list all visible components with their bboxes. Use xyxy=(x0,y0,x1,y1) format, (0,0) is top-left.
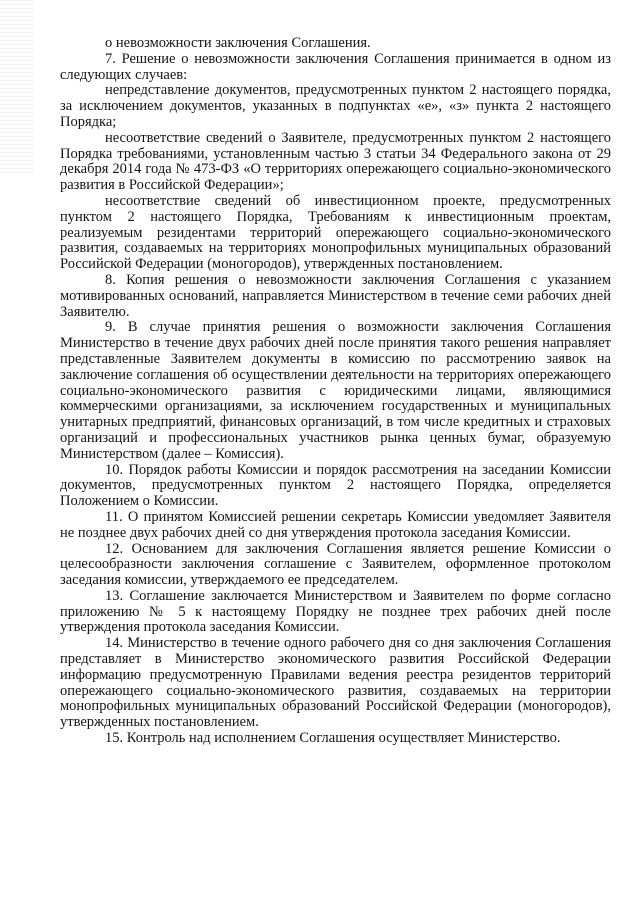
paragraph-14: 14. Министерство в течение одного рабочего дня со дня заключения Соглашения представляет в Министерство экономического развития Российской Федерации информацию предусмотренную Правилами ведения реестра резидентов территорий опережающего социально-экономического развития, создаваемых на территории монопрофильных муниципальных образований Российской Федерации (моногородов), утвержденных постановлением. xyxy=(60,635,611,731)
paragraph-8: 8. Копия решения о невозможности заключения Соглашения с указанием мотивированных оснований, направляется Министерством в течение семи рабочих дней Заявителю. xyxy=(60,271,611,320)
scan-edge-artifact xyxy=(0,0,34,175)
paragraph-10: 10. Порядок работы Комиссии и порядок рассмотрения на заседании Комиссии документов, предусмотренных пунктом 2 настоящего Порядка, определяется Положением о Комиссии. xyxy=(60,461,611,510)
paragraph-7-case-2: несоответствие сведений о Заявителе, предусмотренных пунктом 2 настоящего Порядка требованиями, установленным частью 3 статьи 34 Федерального закона от 29 декабря 2014 года № 473-ФЗ «О территориях опережающего социально-экономического развития в Российской Федерации»; xyxy=(60,129,611,194)
paragraph-continuation: о невозможности заключения Соглашения. xyxy=(105,35,371,51)
paragraph-11: 11. О принятом Комиссией решении секретарь Комиссии уведомляет Заявителя не позднее двух рабочих дней со дня утверждения протокола заседания Комиссии. xyxy=(60,508,611,541)
paragraph-9: 9. В случае принятия решения о возможности заключения Соглашения Министерство в течение двух рабочих дней после принятия такого решения направляет представленные Заявителем документы в комиссию по рассмотрению заявок на заключение соглашения об осуществлении деятельности на территориях опережающего социально-экономического развития с юридическими лицами, являющимися коммерческими организациями, за исключением государственных и муниципальных унитарных предприятий, финансовых организаций, в том числе кредитных и страховых организаций и профессиональных участников рынка ценных бумаг, образуемую Министерством (далее – Комиссия). xyxy=(60,319,611,462)
paragraph-7-case-1: непредставление документов, предусмотренных пунктом 2 настоящего порядка, за исключением документов, указанных в подпунктах «е», «з» пункта 2 настоящего Порядка; xyxy=(60,82,611,130)
paragraph-12: 12. Основанием для заключения Соглашения является решение Комиссии о целесообразности заключения соглашение с Заявителем, оформленное протоколом заседания комиссии, утверждаемого ее председателем. xyxy=(60,540,611,589)
paragraph-13: 13. Соглашение заключается Министерством и Заявителем по форме согласно приложению № 5 к настоящему Порядку не позднее трех рабочих дней после утверждения протокола заседания Комиссии. xyxy=(60,587,611,636)
paragraph-15: 15. Контроль над исполнением Соглашения осуществляет Министерство. xyxy=(105,730,561,747)
paragraph-7: 7. Решение о невозможности заключения Соглашения принимается в одном из следующих случаев: xyxy=(60,50,611,83)
paragraph-7-case-3: несоответствие сведений об инвестиционном проекте, предусмотренных пунктом 2 настоящего Порядка, Требованиям к инвестиционным проектам, реализуемым резидентами территорий опережающего социально-экономического развития, создаваемых на территориях монопрофильных муниципальных образований Российской Федерации (моногородов), утвержденных постановлением. xyxy=(60,192,611,273)
document-page xyxy=(60,36,611,747)
